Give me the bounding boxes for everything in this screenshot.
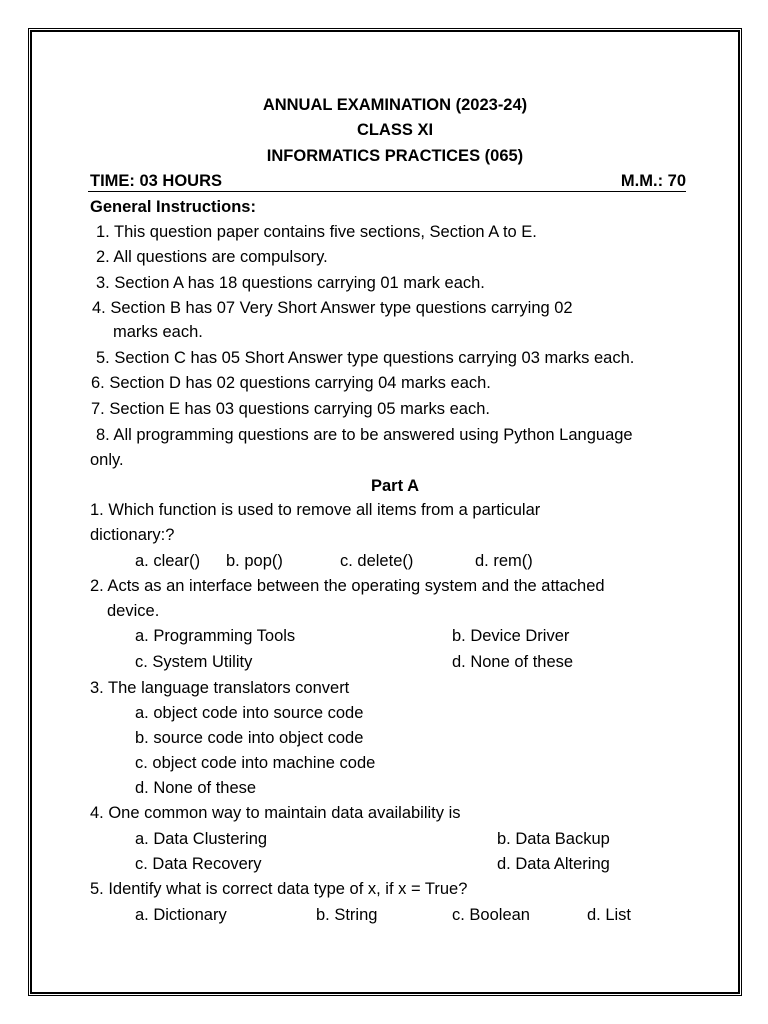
question-option: a. Dictionary bbox=[135, 906, 227, 924]
part-a-heading: Part A bbox=[371, 477, 419, 495]
question-option: d. rem() bbox=[475, 552, 533, 570]
question-text: dictionary:? bbox=[90, 526, 175, 544]
question-option: a. clear() bbox=[135, 552, 201, 570]
instruction-item: 2. All questions are compulsory. bbox=[96, 248, 328, 266]
question-text: 3. The language translators convert bbox=[90, 679, 350, 697]
exam-class: CLASS XI bbox=[356, 121, 434, 139]
question-option: d. None of these bbox=[452, 653, 574, 671]
header-rule bbox=[88, 191, 686, 192]
question-option: c. delete() bbox=[340, 552, 414, 570]
question-option: b. Device Driver bbox=[452, 627, 570, 645]
question-text: 4. One common way to maintain data availability is bbox=[90, 804, 461, 822]
instruction-item: 6. Section D has 02 questions carrying 04 marks each. bbox=[91, 374, 491, 392]
question-option: c. Data Recovery bbox=[135, 855, 262, 873]
question-option: d. Data Altering bbox=[497, 855, 610, 873]
question-option: c. System Utility bbox=[135, 653, 253, 671]
question-option: d. List bbox=[587, 906, 632, 924]
question-option: b. pop() bbox=[226, 552, 283, 570]
instruction-item: 1. This question paper contains five sections, Section A to E. bbox=[96, 223, 537, 241]
exam-time: TIME: 03 HOURS bbox=[90, 172, 223, 190]
question-option: b. String bbox=[316, 906, 378, 924]
question-option: c. Boolean bbox=[452, 906, 530, 924]
question-option: c. object code into machine code bbox=[135, 754, 376, 772]
instruction-item: only. bbox=[90, 451, 124, 469]
instructions-heading: General Instructions: bbox=[90, 198, 256, 216]
question-text: 2. Acts as an interface between the operating system and the attached bbox=[90, 577, 605, 595]
exam-max-marks: M.M.: 70 bbox=[620, 172, 686, 190]
instruction-item: 4. Section B has 07 Very Short Answer type questions carrying 02 bbox=[92, 299, 573, 317]
instruction-item: 5. Section C has 05 Short Answer type questions carrying 03 marks each. bbox=[96, 349, 635, 367]
question-option: a. Programming Tools bbox=[135, 627, 296, 645]
question-text: 5. Identify what is correct data type of x, if x = True? bbox=[90, 880, 468, 898]
instruction-item: marks each. bbox=[113, 323, 203, 341]
instruction-item: 7. Section E has 03 questions carrying 05 marks each. bbox=[91, 400, 490, 418]
exam-subject: INFORMATICS PRACTICES (065) bbox=[266, 147, 524, 165]
exam-title: ANNUAL EXAMINATION (2023-24) bbox=[262, 96, 528, 114]
question-option: a. object code into source code bbox=[135, 704, 364, 722]
question-option: d. None of these bbox=[135, 779, 257, 797]
instruction-item: 8. All programming questions are to be answered using Python Language bbox=[96, 426, 633, 444]
question-option: b. source code into object code bbox=[135, 729, 364, 747]
instruction-item: 3. Section A has 18 questions carrying 01 mark each. bbox=[96, 274, 485, 292]
question-text: device. bbox=[107, 602, 160, 620]
question-text: 1. Which function is used to remove all items from a particular bbox=[90, 501, 541, 519]
question-option: b. Data Backup bbox=[497, 830, 610, 848]
question-option: a. Data Clustering bbox=[135, 830, 268, 848]
